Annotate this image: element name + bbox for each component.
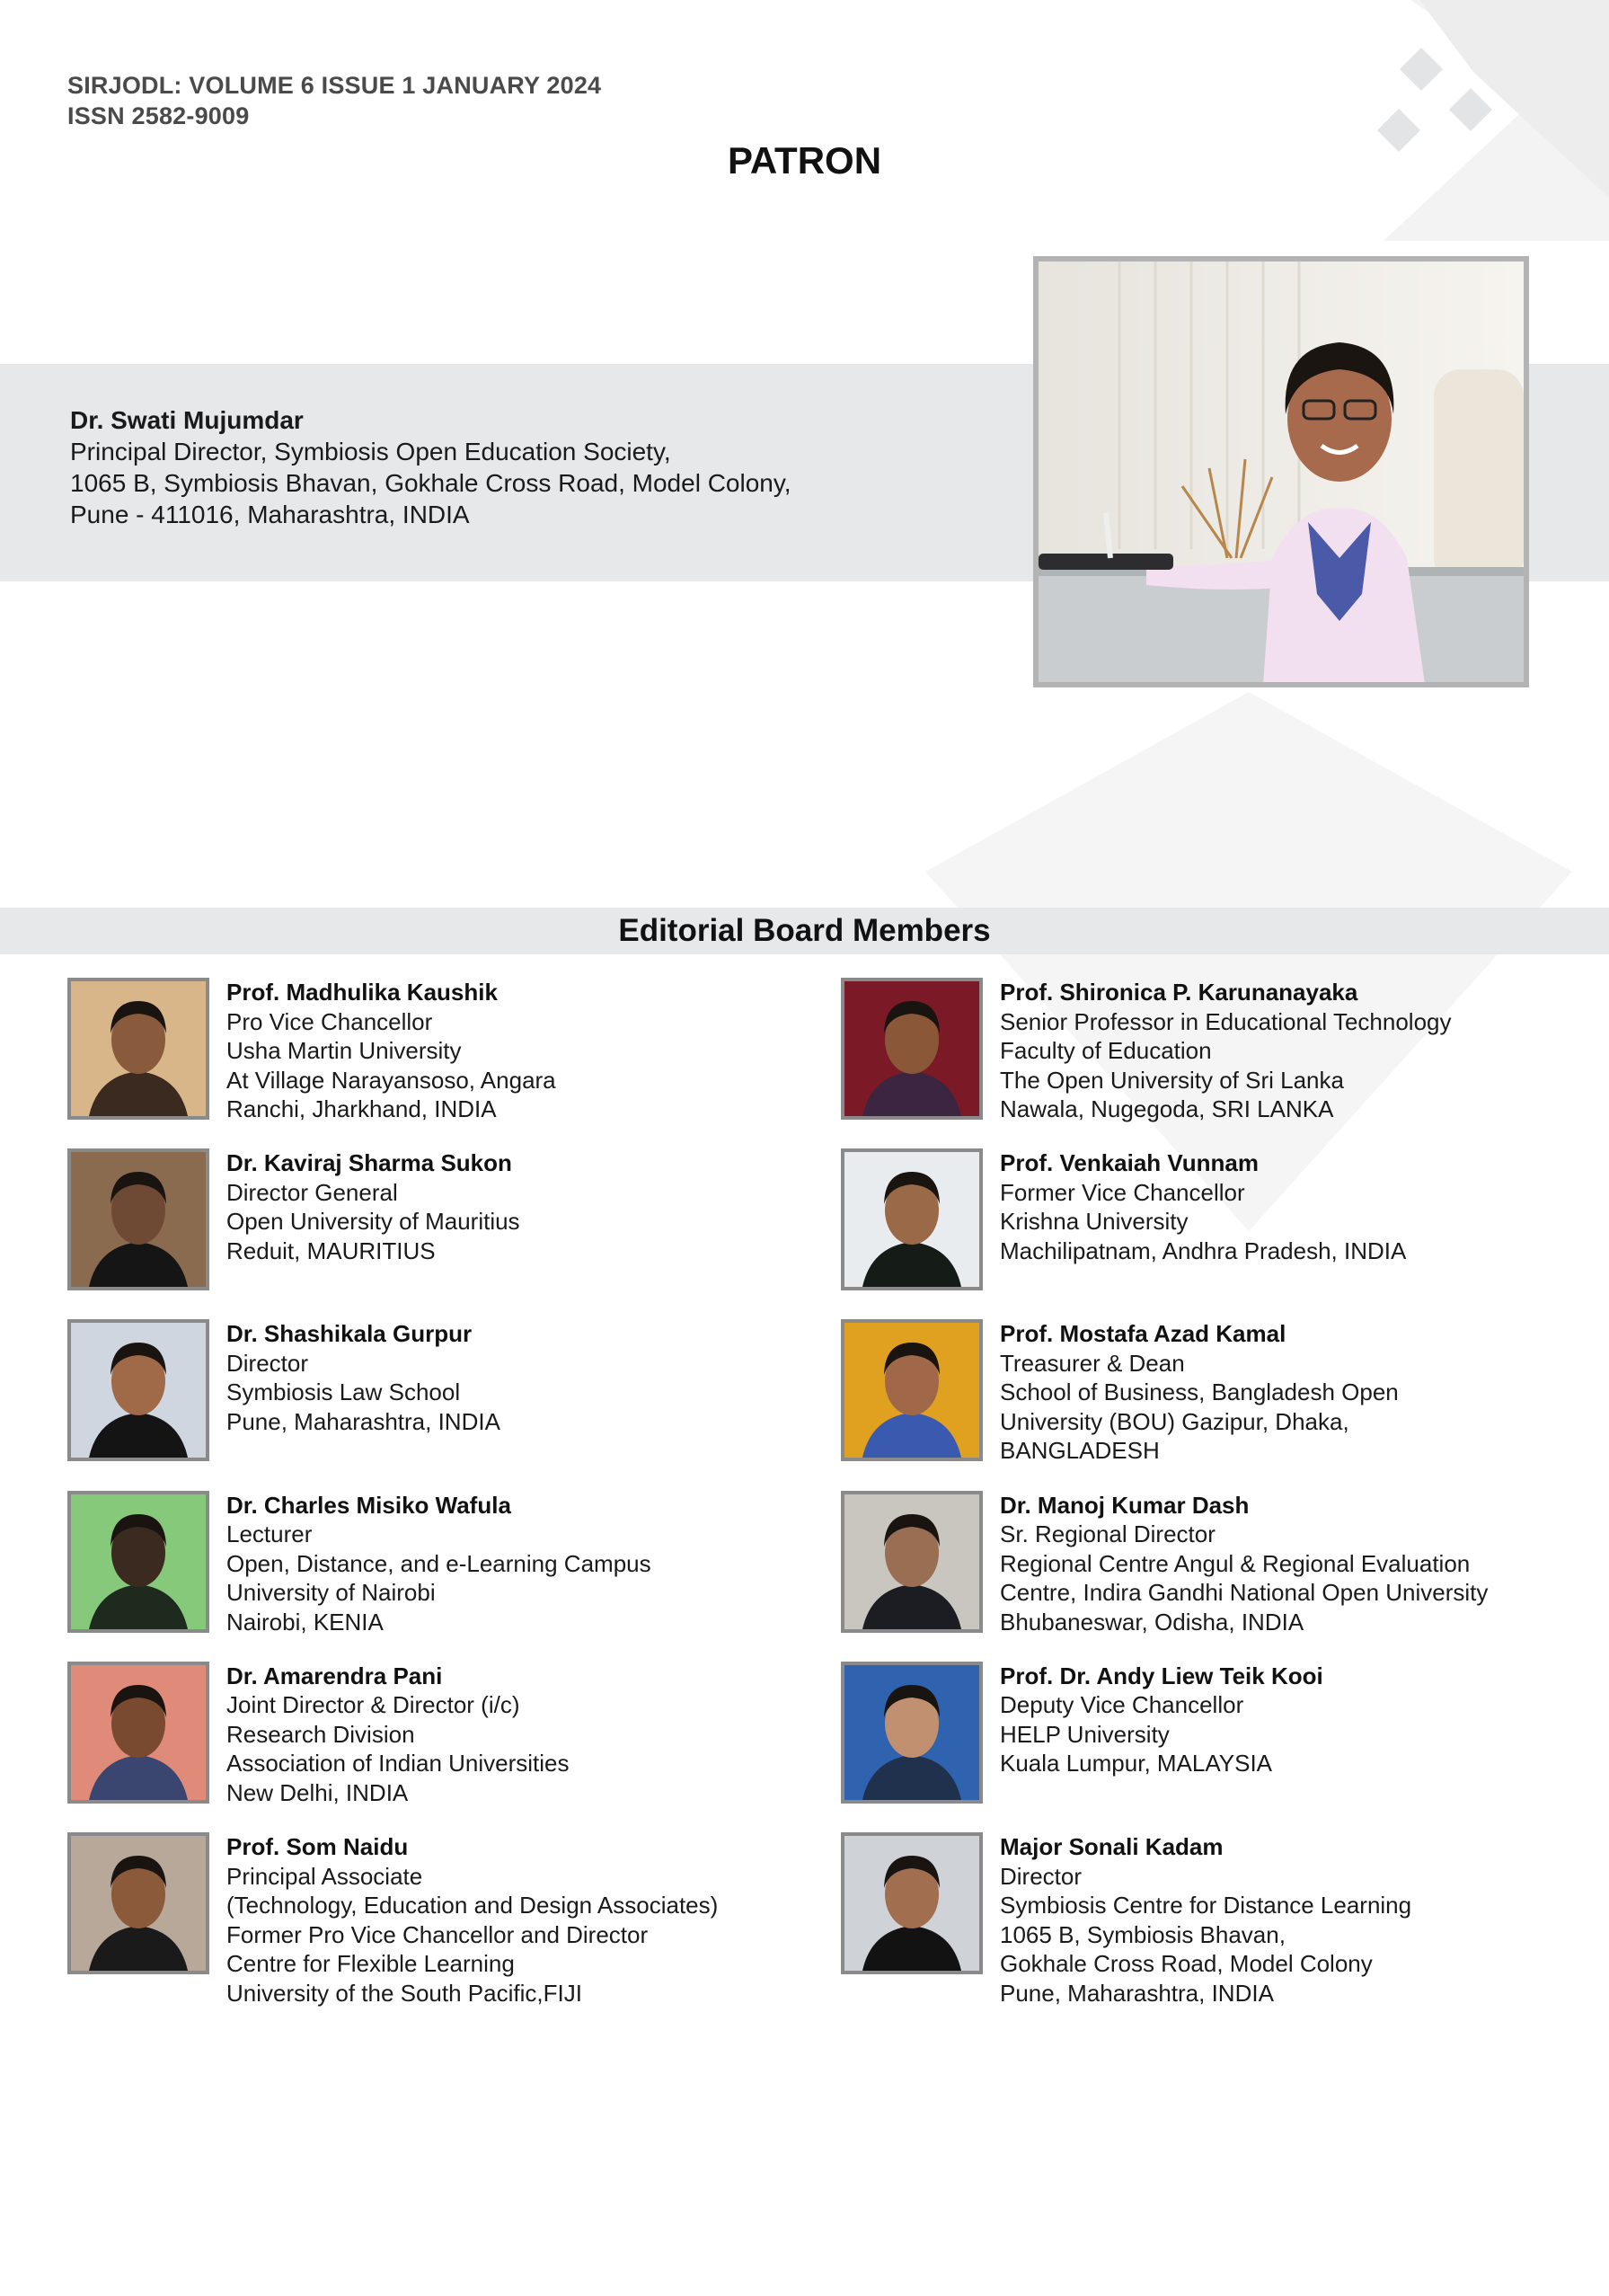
board-member (67, 1319, 813, 1481)
member-photo (67, 978, 209, 1120)
member-affiliation-line: Pune, Maharashtra, INDIA (226, 1407, 500, 1435)
member-affiliation-line: Principal Associate (226, 1862, 423, 1890)
member-affiliation-line: Sr. Regional Director (1000, 1520, 1216, 1548)
member-photo (67, 1832, 209, 1974)
member-affiliation-line: Ranchi, Jharkhand, INDIA (226, 1095, 497, 1122)
member-affiliation-line: Lecturer (226, 1520, 313, 1548)
board-member (67, 978, 813, 1139)
board-member (841, 1662, 1587, 1823)
member-name: Dr. Manoj Kumar Dash (1000, 1491, 1250, 1519)
member-name: Prof. Venkaiah Vunnam (1000, 1149, 1260, 1177)
patron-heading: PATRON (727, 139, 882, 182)
member-affiliation-line: Bhubaneswar, Odisha, INDIA (1000, 1608, 1304, 1636)
member-info (1000, 1319, 1399, 1466)
member-info (226, 1148, 520, 1265)
member-info (1000, 978, 1452, 1124)
member-affiliation-line: Director General (226, 1178, 398, 1206)
member-affiliation-line: Open University of Mauritius (226, 1208, 520, 1236)
editorial-heading: Editorial Board Members (618, 913, 991, 948)
member-photo (67, 1491, 209, 1633)
member-affiliation-line: Reduit, MAURITIUS (226, 1237, 436, 1264)
member-name: Prof. Mostafa Azad Kamal (1000, 1320, 1286, 1348)
member-affiliation-line: At Village Narayansoso, Angara (226, 1066, 556, 1094)
member-affiliation-line: Centre, Indira Gandhi National Open University (1000, 1579, 1489, 1607)
patron-photo (1033, 256, 1529, 687)
member-affiliation-line: Open, Distance, and e-Learning Campus (226, 1549, 651, 1577)
member-affiliation-line: Symbiosis Centre for Distance Learning (1000, 1892, 1412, 1919)
member-affiliation-line: The Open University of Sri Lanka (1000, 1066, 1344, 1094)
member-affiliation-line: Deputy Vice Chancellor (1000, 1691, 1244, 1719)
member-affiliation-line: 1065 B, Symbiosis Bhavan, (1000, 1920, 1286, 1948)
member-info (226, 1491, 651, 1637)
member-photo (841, 1662, 983, 1804)
member-affiliation-line: Pune, Maharashtra, INDIA (1000, 1979, 1274, 2007)
patron-affiliation-line: Pune - 411016, Maharashtra, INDIA (70, 501, 470, 528)
member-affiliation-line: University (BOU) Gazipur, Dhaka, (1000, 1407, 1349, 1435)
board-member (67, 1662, 813, 1823)
member-info (226, 1832, 718, 2008)
member-name: Prof. Som Naidu (226, 1833, 409, 1860)
board-member (841, 978, 1587, 1139)
board-member (841, 1148, 1587, 1310)
board-member (841, 1491, 1587, 1653)
patron-affiliation-line: Principal Director, Symbiosis Open Education Society, (70, 438, 671, 465)
member-name: Dr. Charles Misiko Wafula (226, 1491, 511, 1519)
member-info (226, 978, 556, 1124)
member-photo (841, 1832, 983, 1974)
member-affiliation-line: Usha Martin University (226, 1037, 462, 1064)
member-name: Dr. Kaviraj Sharma Sukon (226, 1149, 512, 1177)
member-affiliation-line: Former Pro Vice Chancellor and Director (226, 1920, 649, 1948)
member-affiliation-line: Treasurer & Dean (1000, 1349, 1185, 1377)
member-affiliation-line: Symbiosis Law School (226, 1378, 461, 1406)
member-affiliation-line: New Delhi, INDIA (226, 1778, 409, 1806)
board-member (841, 1832, 1587, 2007)
member-info (1000, 1832, 1411, 2008)
member-affiliation-line: (Technology, Education and Design Associates) (226, 1892, 719, 1919)
member-name: Prof. Shironica P. Karunanayaka (1000, 979, 1358, 1006)
member-name: Major Sonali Kadam (1000, 1833, 1224, 1860)
member-affiliation-line: Director (226, 1349, 309, 1377)
member-affiliation-line: Association of Indian Universities (226, 1750, 570, 1777)
journal-title: SIRJODL: VOLUME 6 ISSUE 1 JANUARY 2024 (67, 72, 602, 99)
board-member (67, 1832, 813, 2007)
member-info (226, 1662, 570, 1808)
member-affiliation-line: Joint Director & Director (i/c) (226, 1691, 520, 1719)
member-info (226, 1319, 500, 1436)
member-affiliation-line: Kuala Lumpur, MALAYSIA (1000, 1750, 1273, 1777)
member-affiliation-line: Senior Professor in Educational Technology (1000, 1007, 1452, 1035)
member-affiliation-line: Centre for Flexible Learning (226, 1950, 515, 1977)
member-photo (67, 1148, 209, 1290)
member-affiliation-line: Pro Vice Chancellor (226, 1007, 433, 1035)
member-affiliation-line: Former Vice Chancellor (1000, 1178, 1245, 1206)
patron-affiliation-line: 1065 B, Symbiosis Bhavan, Gokhale Cross Road, Model Colony, (70, 469, 791, 497)
member-affiliation-line: Director (1000, 1862, 1083, 1890)
member-photo (67, 1662, 209, 1804)
member-info (1000, 1662, 1323, 1778)
patron-name: Dr. Swati Mujumdar (70, 406, 304, 434)
member-affiliation-line: Nawala, Nugegoda, SRI LANKA (1000, 1095, 1334, 1122)
corner-decoration (1366, 0, 1609, 243)
member-name: Prof. Madhulika Kaushik (226, 979, 498, 1006)
member-affiliation-line: HELP University (1000, 1720, 1170, 1748)
member-photo (841, 978, 983, 1120)
member-affiliation-line: Machilipatnam, Andhra Pradesh, INDIA (1000, 1237, 1407, 1264)
member-affiliation-line: University of the South Pacific,FIJI (226, 1979, 582, 2007)
board-member (67, 1491, 813, 1653)
member-photo (67, 1319, 209, 1461)
member-info (1000, 1148, 1406, 1265)
board-member (67, 1148, 813, 1310)
member-affiliation-line: Faculty of Education (1000, 1037, 1212, 1064)
member-affiliation-line: Gokhale Cross Road, Model Colony (1000, 1950, 1373, 1977)
member-name: Dr. Amarendra Pani (226, 1662, 443, 1689)
member-photo (841, 1319, 983, 1461)
member-affiliation-line: Krishna University (1000, 1208, 1189, 1236)
member-affiliation-line: Regional Centre Angul & Regional Evaluation (1000, 1549, 1471, 1577)
member-name: Prof. Dr. Andy Liew Teik Kooi (1000, 1662, 1323, 1689)
member-affiliation-line: School of Business, Bangladesh Open (1000, 1378, 1399, 1406)
member-affiliation-line: University of Nairobi (226, 1579, 436, 1607)
member-name: Dr. Shashikala Gurpur (226, 1320, 473, 1348)
issn-number: ISSN 2582-9009 (67, 102, 250, 129)
board-member (841, 1319, 1587, 1481)
member-affiliation-line: Research Division (226, 1720, 415, 1748)
member-affiliation-line: Nairobi, KENIA (226, 1608, 384, 1636)
member-info (1000, 1491, 1488, 1637)
member-photo (841, 1148, 983, 1290)
member-affiliation-line: BANGLADESH (1000, 1437, 1160, 1465)
member-photo (841, 1491, 983, 1633)
